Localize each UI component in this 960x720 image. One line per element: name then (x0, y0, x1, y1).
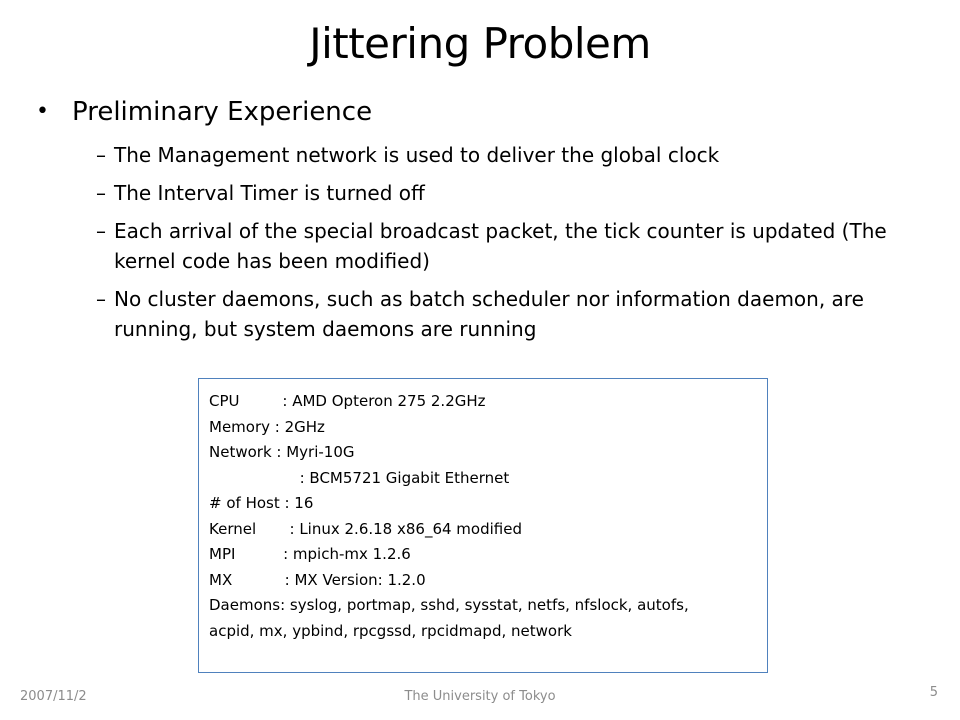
dash-icon: – (96, 143, 106, 167)
spec-line-network: Network : Myri-10G (209, 443, 355, 461)
spec-line-kernel: Kernel : Linux 2.6.18 x86_64 modified (209, 519, 522, 538)
sub-bullet-item (96, 178, 896, 208)
sub-bullet-text: Each arrival of the special broadcast packet, the tick counter is updated (The kernel code has been modified) (114, 219, 887, 273)
spec-line-network-2: : BCM5721 Gigabit Ethernet (209, 468, 510, 487)
page-number: 5 (929, 685, 938, 700)
sub-bullet-text: No cluster daemons, such as batch scheduler nor information daemon, are running, but system daemons are running (114, 287, 864, 341)
spec-line-daemons-2: acpid, mx, ypbind, rpcgssd, rpcidmapd, network (209, 621, 572, 640)
spec-line-cpu: CPU : AMD Opteron 275 2.2GHz (209, 392, 486, 410)
sub-bullet-item (96, 216, 896, 276)
sub-bullet-text: The Management network is used to deliver the global clock (114, 143, 720, 167)
sub-bullet-item (96, 284, 896, 344)
sub-bullet-list (96, 140, 896, 352)
footer-organization: The University of Tokyo (404, 689, 556, 704)
dash-icon: – (96, 219, 106, 243)
spec-line-mx: MX : MX Version: 1.2.0 (209, 570, 426, 589)
slide-title: Jittering Problem (309, 19, 651, 68)
dash-icon: – (96, 181, 106, 205)
spec-line-daemons: Daemons: syslog, portmap, sshd, sysstat, netfs, nfslock, autofs, (209, 596, 689, 614)
main-bullet (36, 92, 372, 132)
sub-bullet-item (96, 140, 896, 170)
main-bullet-text: Preliminary Experience (72, 97, 373, 127)
spec-line-hosts: # of Host : 16 (209, 494, 314, 512)
spec-line-mpi: MPI : mpich-mx 1.2.6 (209, 545, 411, 563)
footer-date: 2007/11/2 (20, 689, 87, 704)
bullet-dot-icon: • (36, 99, 49, 124)
sub-bullet-text: The Interval Timer is turned off (114, 181, 425, 205)
dash-icon: – (96, 287, 106, 311)
system-spec-box (198, 378, 768, 673)
spec-line-memory: Memory : 2GHz (209, 417, 325, 436)
